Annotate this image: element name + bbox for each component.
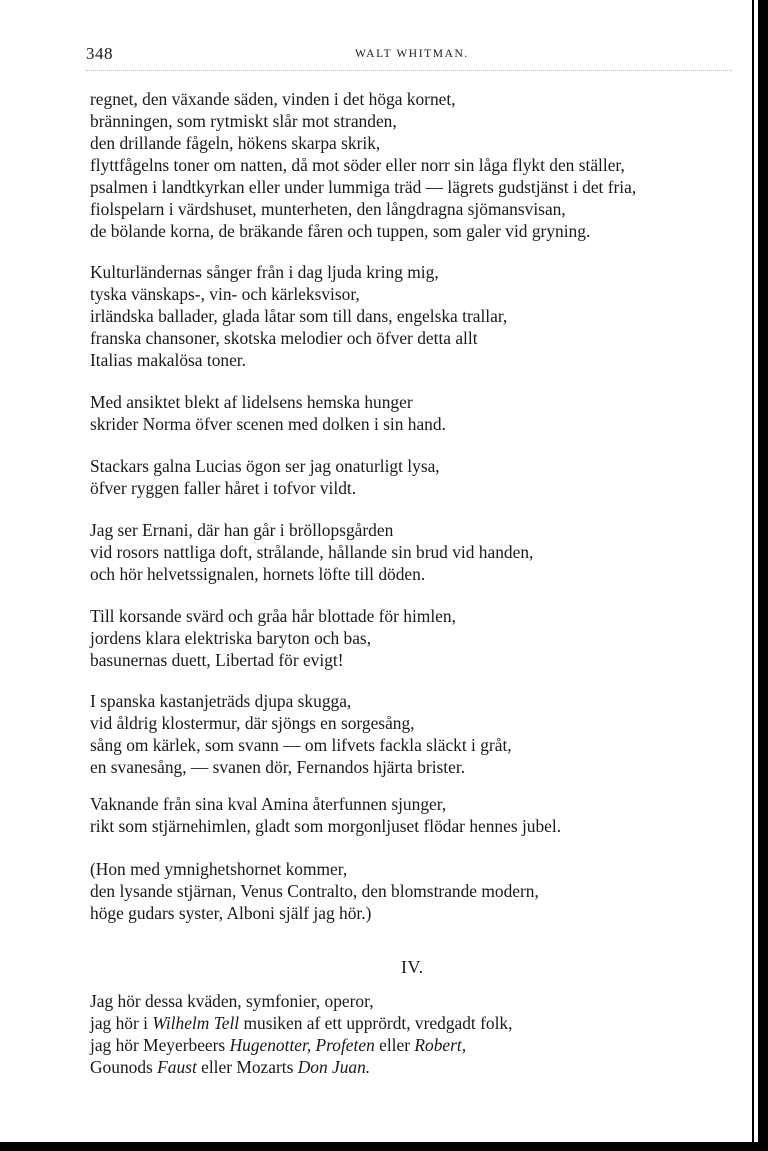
stanza-section-4 bbox=[90, 990, 512, 1078]
work-title: Don Juan. bbox=[297, 1057, 371, 1077]
page-number: 348 bbox=[86, 44, 113, 63]
verse-line: regnet, den växande säden, vinden i det höga kornet, bbox=[90, 89, 456, 109]
stanza-1 bbox=[90, 88, 636, 242]
text-run: eller bbox=[374, 1035, 415, 1055]
stanza-6 bbox=[90, 605, 456, 671]
verse-line: bränningen, som rytmiskt slår mot stranden, bbox=[90, 111, 397, 131]
stanza-9 bbox=[90, 858, 539, 924]
verse-line: franska chansoner, skotska melodier och öfver detta allt bbox=[90, 328, 478, 348]
scan-edge-bottom bbox=[0, 1142, 768, 1151]
stanza-8 bbox=[90, 793, 561, 837]
verse-line: rikt som stjärnehimlen, gladt som morgonljuset flödar hennes jubel. bbox=[90, 816, 562, 836]
verse-line: tyska vänskaps-, vin- och kärleksvisor, bbox=[90, 284, 360, 304]
text-run: musiken af ett upprördt, vredgadt folk, bbox=[239, 1013, 513, 1033]
stanza-7 bbox=[90, 690, 512, 778]
work-title: Faust bbox=[157, 1057, 197, 1077]
verse-line: sång om kärlek, som svann — om lifvets fackla släckt i gråt, bbox=[90, 735, 512, 755]
verse-line: (Hon med ymnighetshornet kommer, bbox=[90, 859, 348, 879]
work-title: Wilhelm Tell bbox=[152, 1013, 240, 1033]
work-title: Hugenotter, Profeten bbox=[229, 1035, 375, 1055]
verse-line: Jag hör dessa kväden, symfonier, operor, bbox=[90, 991, 374, 1011]
verse-line: öfver ryggen faller håret i tofvor vildt. bbox=[90, 478, 357, 498]
stanza-2 bbox=[90, 261, 507, 371]
verse-line: irländska ballader, glada låtar som till dans, engelska trallar, bbox=[90, 306, 508, 326]
verse-line: psalmen i landtkyrkan eller under lummiga träd — lägrets gudstjänst i det fria, bbox=[90, 177, 637, 197]
verse-line: vid åldrig klostermur, där sjöngs en sorgesång, bbox=[90, 713, 415, 733]
text-run: eller Mozarts bbox=[196, 1057, 298, 1077]
verse-line: en svanesång, — svanen dör, Fernandos hjärta brister. bbox=[90, 757, 466, 777]
verse-line: jordens klara elektriska baryton och bas, bbox=[90, 628, 372, 648]
verse-line: flyttfågelns toner om natten, då mot söder eller norr sin låga flykt den ställer, bbox=[90, 155, 625, 175]
verse-line: skrider Norma öfver scenen med dolken i sin hand. bbox=[90, 414, 446, 434]
text-run: Gounods bbox=[90, 1057, 158, 1077]
verse-line: I spanska kastanjeträds djupa skugga, bbox=[90, 691, 352, 711]
verse-line: den lysande stjärnan, Venus Contralto, den blomstrande modern, bbox=[90, 881, 539, 901]
verse-line bbox=[90, 1056, 512, 1078]
text-run: jag hör i bbox=[90, 1013, 153, 1033]
verse-line: Med ansiktet blekt af lidelsens hemska hunger bbox=[90, 392, 413, 412]
header-rule bbox=[86, 70, 732, 71]
verse-line: Stackars galna Lucias ögon ser jag onaturligt lysa, bbox=[90, 456, 440, 476]
stanza-4 bbox=[90, 455, 440, 499]
verse-line: basunernas duett, Libertad för evigt! bbox=[90, 650, 344, 670]
verse-line: Kulturländernas sånger från i dag ljuda kring mig, bbox=[90, 262, 439, 282]
scan-edge-right bbox=[758, 0, 768, 1151]
verse-line: vid rosors nattliga doft, strålande, hållande sin brud vid handen, bbox=[90, 542, 534, 562]
verse-line: och hör helvetssignalen, hornets löfte till döden. bbox=[90, 564, 426, 584]
stanza-3 bbox=[90, 391, 446, 435]
text-run: jag hör Meyerbeers bbox=[90, 1035, 230, 1055]
work-title: Robert, bbox=[414, 1035, 467, 1055]
verse-line: de bölande korna, de bräkande fåren och tuppen, som galer vid gryning. bbox=[90, 221, 591, 241]
verse-line: Italias makalösa toner. bbox=[90, 350, 246, 370]
verse-line: fiolspelarn i värdshuset, munterheten, den långdragna sjömansvisan, bbox=[90, 199, 566, 219]
verse-line bbox=[90, 1012, 512, 1034]
running-title: WALT WHITMAN. bbox=[355, 48, 469, 60]
verse-line: höge gudars syster, Alboni själf jag hör.) bbox=[90, 903, 372, 923]
verse-line: Vaknande från sina kval Amina återfunnen sjunger, bbox=[90, 794, 447, 814]
verse-line: Jag ser Ernani, där han går i bröllopsgården bbox=[90, 520, 394, 540]
verse-line bbox=[90, 1034, 512, 1056]
verse-line: den drillande fågeln, hökens skarpa skrik, bbox=[90, 133, 381, 153]
section-heading: IV. bbox=[401, 957, 424, 977]
stanza-5 bbox=[90, 519, 533, 585]
verse-line: Till korsande svärd och gråa hår blottade för himlen, bbox=[90, 606, 456, 626]
